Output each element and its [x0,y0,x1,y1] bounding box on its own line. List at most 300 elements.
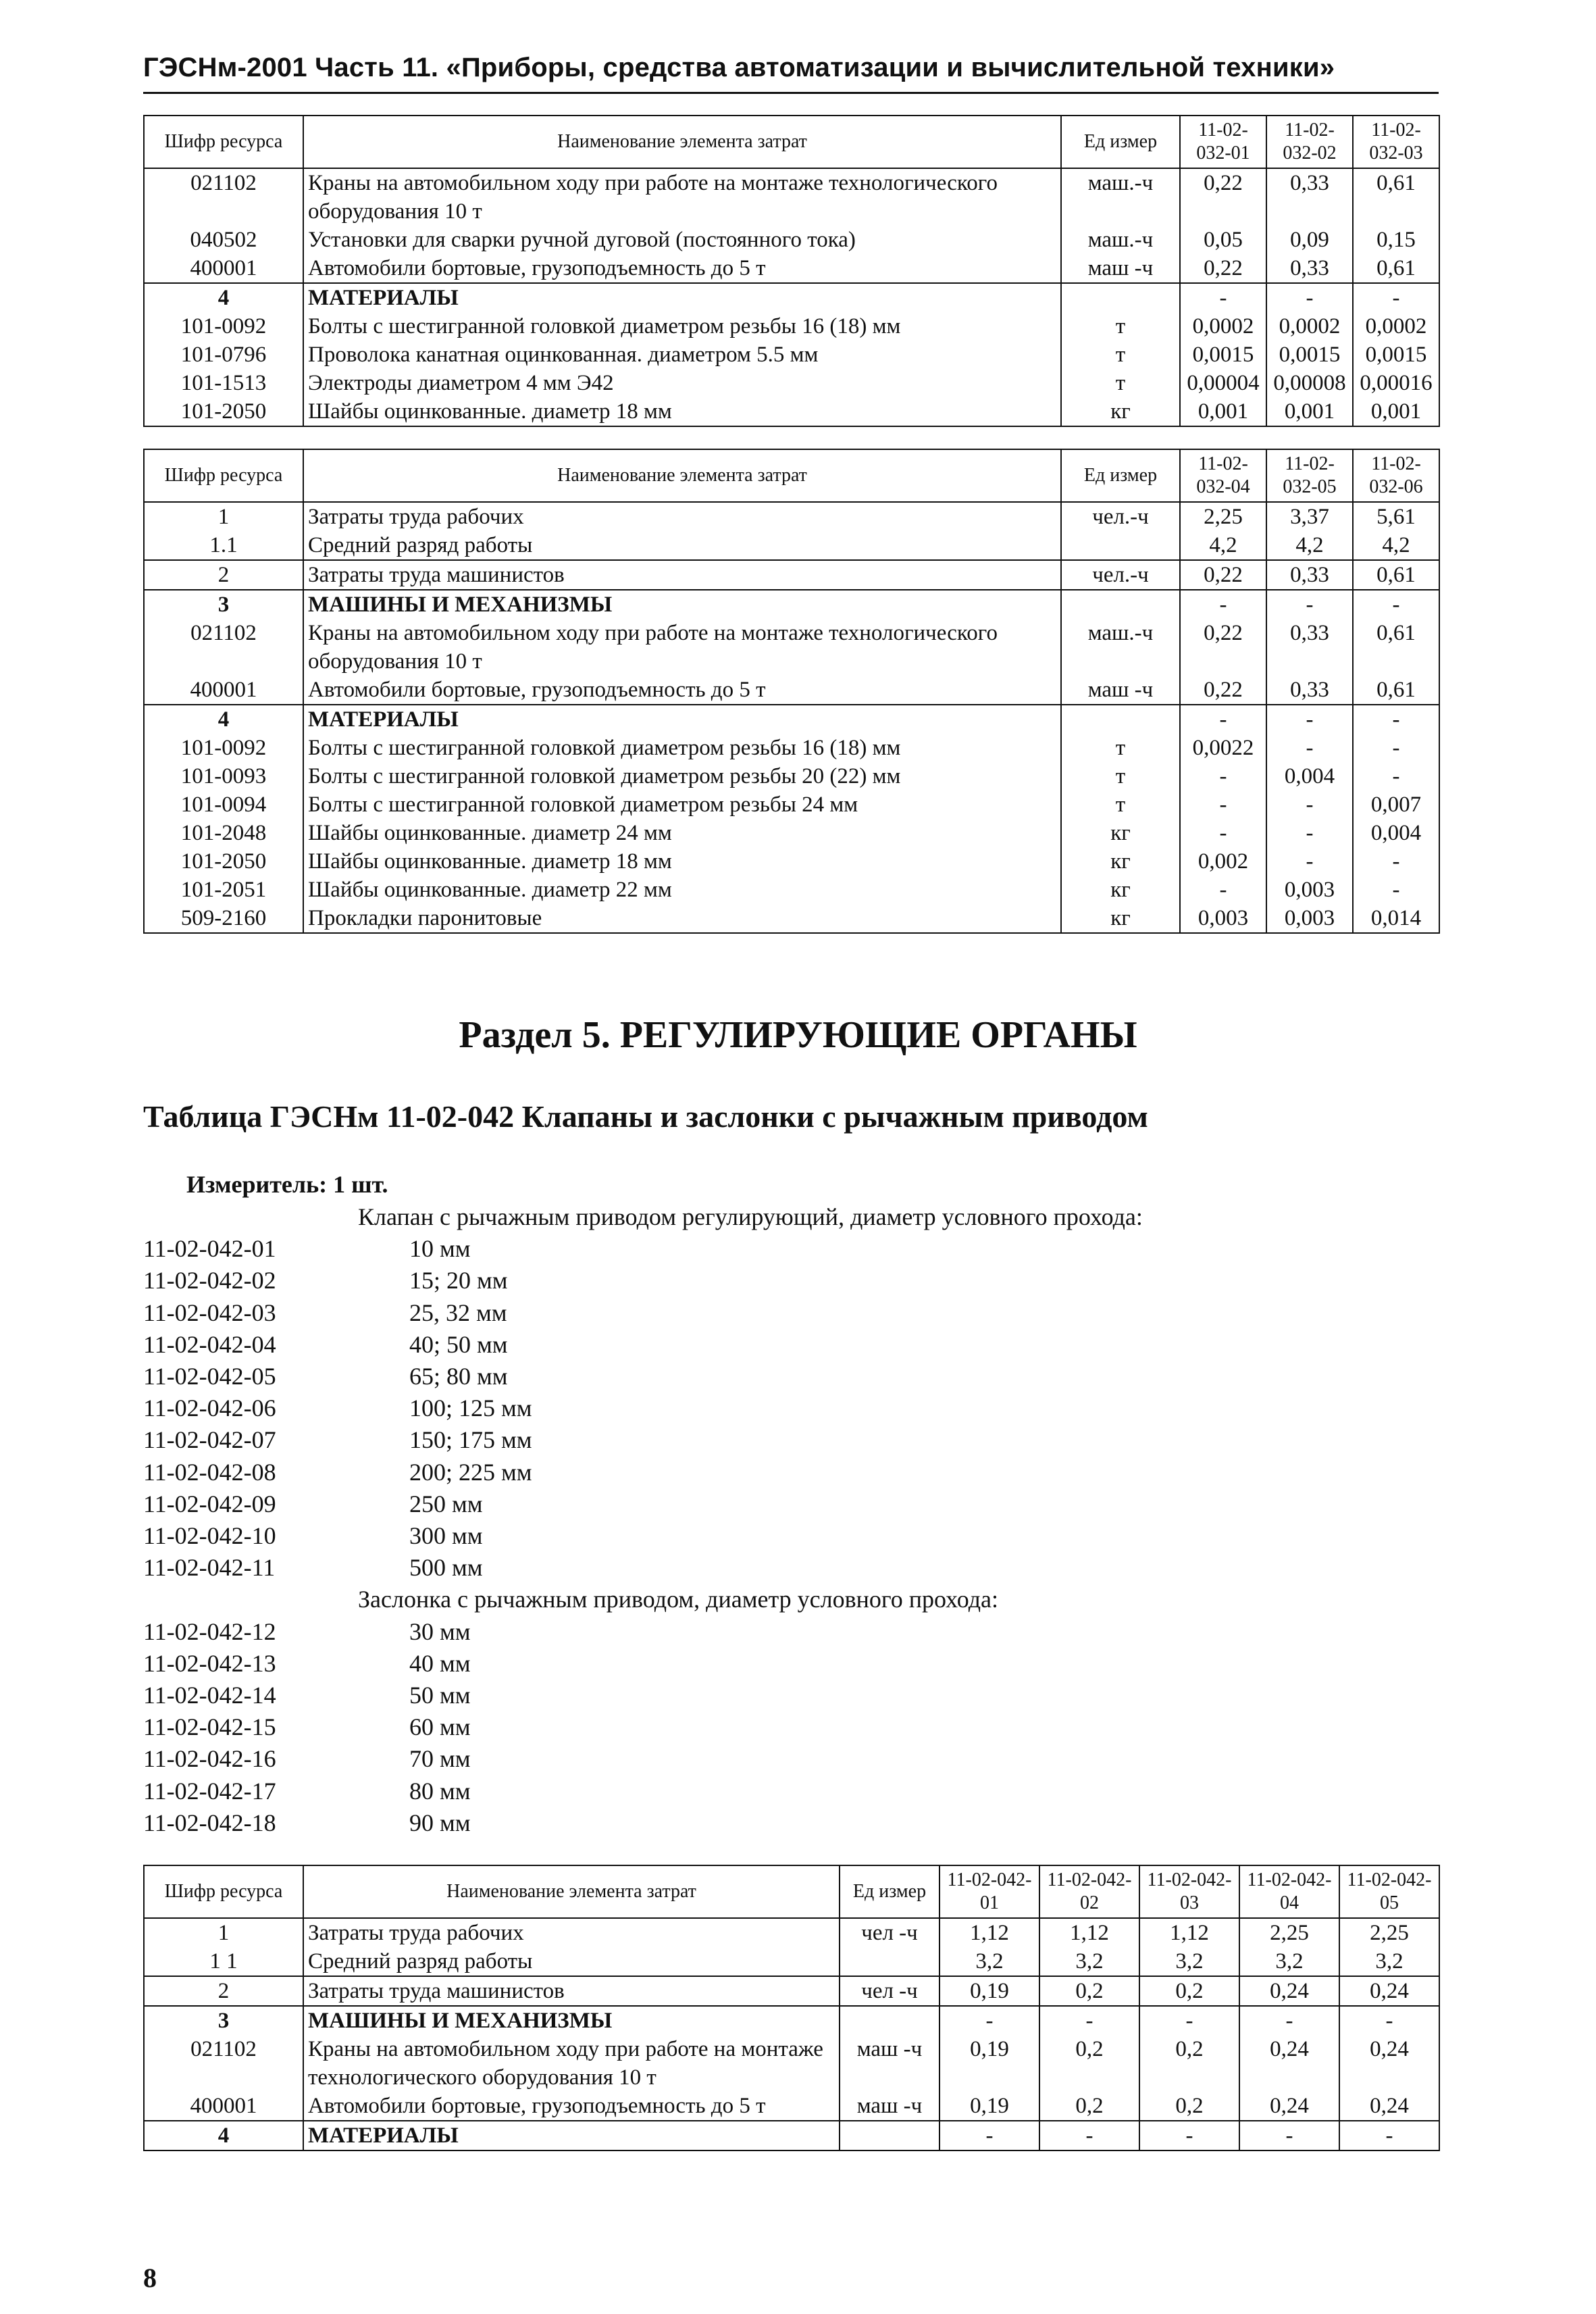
cell-code: 101-2050 [144,397,303,426]
cell-value: 0,19 [939,2092,1039,2121]
cell-value: 4,2 [1180,531,1266,560]
cell-value: - [1139,2006,1239,2035]
table-row [144,560,1439,590]
cell-value: 0,2 [1139,2092,1239,2121]
cell-value: 0,09 [1266,226,1353,254]
table-row [144,1918,1439,1947]
cell-value: 0,00008 [1266,369,1353,397]
cell-value: 4,2 [1266,531,1353,560]
cell-value: 0,0022 [1180,734,1266,762]
table-row [144,283,1439,312]
cell-value: 0,003 [1266,904,1353,933]
table-row [144,619,1439,676]
cell-value: - [1180,819,1266,847]
cell-value: 3,2 [939,1947,1039,1976]
norm-code: 11-02-042-07 [143,1426,276,1454]
cell-value: 0,24 [1339,2092,1439,2121]
cell-unit: маш -ч [840,2092,939,2121]
cell-unit: маш -ч [1061,254,1180,283]
list-item [143,1743,1143,1775]
table-row [144,226,1439,254]
cell-value: 0,24 [1239,2092,1339,2121]
cell-value: 4,2 [1353,531,1439,560]
list-item [143,1424,1143,1456]
norm-code: 11-02-042-02 [143,1267,276,1294]
cell-code: 021102 [144,619,303,676]
cell-value: 0,00004 [1180,369,1266,397]
table-row [144,734,1439,762]
cell-value: 0,61 [1353,619,1439,676]
cell-code: 1 [144,1918,303,1947]
norm-code: 11-02-042-10 [143,1522,276,1550]
resource-table-032-01-03 [143,115,1440,427]
table-row [144,312,1439,341]
cell-code: 040502 [144,226,303,254]
table-row [144,676,1439,705]
cell-value: - [1266,790,1353,819]
list-item [143,1297,1143,1329]
cell-unit: кг [1061,819,1180,847]
table-row [144,590,1439,619]
cell-value: 0,24 [1339,1976,1439,2006]
cell-value: 3,2 [1239,1947,1339,1976]
cell-name: Затраты труда рабочих [303,1918,840,1947]
norm-code: 11-02-042-09 [143,1490,276,1517]
cell-name: Средний разряд работы [303,1947,840,1976]
cell-name: Прокладки паронитовые [303,904,1061,933]
table-row [144,2006,1439,2035]
table-row [144,2121,1439,2150]
table-row [144,2092,1439,2121]
cell-value: 0,33 [1266,676,1353,705]
cell-value: 0,24 [1239,2035,1339,2092]
cell-name: МАШИНЫ И МЕХАНИЗМЫ [303,590,1061,619]
cell-unit: кг [1061,876,1180,904]
cell-name: Краны на автомобильном ходу при работе на монтаже технологического оборудования 10 т [303,2035,840,2092]
cell-value: 3,2 [1339,1947,1439,1976]
cell-value: 0,05 [1180,226,1266,254]
header-name: Наименование элемента затрат [303,449,1061,502]
norm-code: 11-02-042-04 [143,1330,276,1358]
norm-code: 11-02-042-05 [143,1363,276,1390]
cell-name: Шайбы оцинкованные. диаметр 24 мм [303,819,1061,847]
table-row [144,168,1439,226]
norm-code: 11-02-042-11 [143,1554,276,1582]
group-heading-valves: Клапан с рычажным приводом регулирующий, диаметр условного прохода: [358,1203,1143,1230]
cell-code: 3 [144,2006,303,2035]
cell-value: - [1039,2121,1139,2150]
norm-description: 15; 20 мм [409,1267,508,1294]
list-item [143,1361,1143,1392]
cell-name: МАТЕРИАЛЫ [303,2121,840,2150]
norm-description: 250 мм [409,1490,483,1517]
cell-unit: маш.-ч [1061,619,1180,676]
cell-code: 509-2160 [144,904,303,933]
list-item [143,1680,1143,1711]
table-title: Таблица ГЭСНм 11-02-042 Клапаны и заслонки с рычажным приводом [143,1099,1148,1134]
cell-unit [840,2121,939,2150]
norm-list [143,1201,1143,1839]
cell-value: 0,0002 [1353,312,1439,341]
cell-value: 0,61 [1353,560,1439,590]
cell-code: 400001 [144,254,303,283]
cell-value: 0,22 [1180,560,1266,590]
cell-value: - [1266,734,1353,762]
cell-value: 0,0015 [1353,341,1439,369]
cell-unit: т [1061,790,1180,819]
cell-name: Автомобили бортовые, грузоподъемность до 5 т [303,2092,840,2121]
cell-value: - [1239,2006,1339,2035]
cell-value: 0,014 [1353,904,1439,933]
header-col-2: 11-02-042-02 [1039,1865,1139,1918]
cell-value: 0,22 [1180,254,1266,283]
cell-code: 021102 [144,168,303,226]
norm-description: 300 мм [409,1522,483,1550]
header-code: Шифр ресурса [144,449,303,502]
table-row [144,369,1439,397]
table-row [144,876,1439,904]
cell-unit: кг [1061,397,1180,426]
cell-value: 0,003 [1180,904,1266,933]
list-item [143,1711,1143,1743]
meter-line [186,1170,388,1199]
norm-code: 11-02-042-18 [143,1809,276,1836]
cell-unit: кг [1061,847,1180,876]
cell-value: 0,33 [1266,168,1353,226]
table-row [144,904,1439,933]
cell-value: 0,61 [1353,168,1439,226]
list-item [143,1520,1143,1552]
cell-unit [840,2006,939,2035]
cell-value: - [1180,790,1266,819]
header-unit: Ед измер [840,1865,939,1918]
cell-code: 400001 [144,676,303,705]
norm-description: 80 мм [409,1777,471,1805]
norm-description: 90 мм [409,1809,471,1836]
cell-value: 0,001 [1353,397,1439,426]
table-row [144,397,1439,426]
table-row [144,790,1439,819]
cell-value: 0,2 [1139,2035,1239,2092]
cell-value: 2,25 [1339,1918,1439,1947]
norm-description: 50 мм [409,1682,471,1709]
cell-code: 101-0093 [144,762,303,790]
cell-value: - [1239,2121,1339,2150]
cell-value: 3,2 [1139,1947,1239,1976]
cell-value: - [1139,2121,1239,2150]
norm-description: 10 мм [409,1235,471,1263]
cell-value: - [1353,876,1439,904]
header-code: Шифр ресурса [144,1865,303,1918]
table-row [144,847,1439,876]
cell-unit: маш -ч [840,2035,939,2092]
cell-value: 0,24 [1339,2035,1439,2092]
cell-value: 0,0015 [1180,341,1266,369]
resource-table-032-04-06 [143,449,1440,934]
table-row [144,254,1439,283]
cell-code: 2 [144,1976,303,2006]
table-row [144,762,1439,790]
cell-value: - [1339,2121,1439,2150]
cell-value: 0,61 [1353,254,1439,283]
cell-name: Проволока канатная оцинкованная. диаметром 5.5 мм [303,341,1061,369]
cell-code: 4 [144,2121,303,2150]
cell-value: 0,007 [1353,790,1439,819]
cell-value: 0,22 [1180,676,1266,705]
norm-code: 11-02-042-13 [143,1649,276,1677]
header-col-4: 11-02-042-04 [1239,1865,1339,1918]
cell-unit: маш.-ч [1061,168,1180,226]
cell-value: 0,15 [1353,226,1439,254]
table-row [144,2035,1439,2092]
norm-description: 60 мм [409,1713,471,1741]
table-row [144,502,1439,531]
cell-value: - [1353,762,1439,790]
header-name: Наименование элемента затрат [303,116,1061,168]
cell-value: - [1180,590,1266,619]
cell-unit: т [1061,762,1180,790]
cell-value: - [939,2006,1039,2035]
cell-code: 101-2051 [144,876,303,904]
cell-value: 0,001 [1266,397,1353,426]
cell-code: 3 [144,590,303,619]
resource-table-042-01-05 [143,1865,1440,2151]
cell-unit: т [1061,369,1180,397]
header-unit: Ед измер [1061,116,1180,168]
page-number: 8 [143,2263,157,2293]
list-item [143,1488,1143,1520]
norm-code: 11-02-042-14 [143,1682,276,1709]
list-item [143,1329,1143,1361]
cell-name: Затраты труда рабочих [303,502,1061,531]
header-code: Шифр ресурса [144,116,303,168]
cell-value: - [1180,762,1266,790]
header-col-2: 11-02-032-02 [1266,116,1353,168]
cell-name: Болты с шестигранной головкой диаметром резьбы 24 мм [303,790,1061,819]
header-col-2: 11-02-032-05 [1266,449,1353,502]
cell-name: Шайбы оцинкованные. диаметр 18 мм [303,397,1061,426]
cell-value: 1,12 [1139,1918,1239,1947]
header-rule [143,92,1439,94]
cell-code: 2 [144,560,303,590]
table-row [144,819,1439,847]
cell-value: 0,2 [1039,2035,1139,2092]
norm-description: 40; 50 мм [409,1330,508,1358]
cell-code: 101-0092 [144,734,303,762]
norm-code: 11-02-042-06 [143,1394,276,1422]
norm-description: 25, 32 мм [409,1299,507,1326]
meter-value: 1 шт. [333,1171,388,1198]
norm-code: 11-02-042-03 [143,1299,276,1326]
cell-unit: чел -ч [840,1918,939,1947]
cell-value: 0,22 [1180,168,1266,226]
cell-value: - [1339,2006,1439,2035]
cell-value: 0,002 [1180,847,1266,876]
norm-code: 11-02-042-15 [143,1713,276,1741]
cell-value: 3,37 [1266,502,1353,531]
list-item [143,1648,1143,1680]
norm-description: 30 мм [409,1617,471,1645]
table-row [144,531,1439,560]
norm-description: 40 мм [409,1649,471,1677]
group-heading-dampers: Заслонка с рычажным приводом, диаметр условного прохода: [358,1586,998,1613]
header-unit: Ед измер [1061,449,1180,502]
cell-unit [1061,705,1180,734]
section-title: Раздел 5. РЕГУЛИРУЮЩИЕ ОРГАНЫ [459,1014,1137,1056]
cell-value: 3,2 [1039,1947,1139,1976]
norm-description: 100; 125 мм [409,1394,532,1422]
list-item [143,1265,1143,1297]
cell-value: - [1266,283,1353,312]
cell-value: 0,0002 [1180,312,1266,341]
cell-name: Затраты труда машинистов [303,560,1061,590]
norm-code: 11-02-042-16 [143,1745,276,1773]
cell-code: 1 [144,502,303,531]
cell-code: 1.1 [144,531,303,560]
cell-code: 101-1513 [144,369,303,397]
meter-label: Измеритель: [186,1171,328,1198]
norm-description: 70 мм [409,1745,471,1773]
table-row [144,705,1439,734]
cell-name: Шайбы оцинкованные. диаметр 22 мм [303,876,1061,904]
cell-value: - [1039,2006,1139,2035]
table-row [144,341,1439,369]
table-row [144,1947,1439,1976]
cell-value: 2,25 [1180,502,1266,531]
cell-unit: чел -ч [840,1976,939,2006]
cell-name: Краны на автомобильном ходу при работе на монтаже технологического оборудования 10 т [303,619,1061,676]
cell-value: - [1180,283,1266,312]
cell-value: 2,25 [1239,1918,1339,1947]
cell-name: Автомобили бортовые, грузоподъемность до 5 т [303,254,1061,283]
cell-value: - [1353,590,1439,619]
cell-value: 0,004 [1353,819,1439,847]
cell-value: 0,2 [1039,1976,1139,2006]
cell-value: 1,12 [1039,1918,1139,1947]
cell-code: 101-0796 [144,341,303,369]
cell-name: Электроды диаметром 4 мм Э42 [303,369,1061,397]
cell-unit: чел.-ч [1061,502,1180,531]
list-item [143,1616,1143,1648]
cell-code: 101-0094 [144,790,303,819]
cell-unit [1061,283,1180,312]
cell-value: - [1353,734,1439,762]
cell-value: 5,61 [1353,502,1439,531]
cell-value: 1,12 [939,1918,1039,1947]
cell-value: - [1266,819,1353,847]
cell-value: 0,001 [1180,397,1266,426]
list-item [143,1552,1143,1584]
cell-name: Болты с шестигранной головкой диаметром резьбы 20 (22) мм [303,762,1061,790]
cell-name: Затраты труда машинистов [303,1976,840,2006]
header-col-3: 11-02-032-03 [1353,116,1439,168]
list-item [143,1233,1143,1265]
cell-value: 0,2 [1039,2092,1139,2121]
cell-value: 0,00016 [1353,369,1439,397]
cell-unit [1061,590,1180,619]
cell-value: 0,22 [1180,619,1266,676]
cell-value: 0,19 [939,2035,1039,2092]
norm-description: 200; 225 мм [409,1458,532,1486]
norm-description: 65; 80 мм [409,1363,508,1390]
cell-unit: чел.-ч [1061,560,1180,590]
cell-value: - [1353,705,1439,734]
cell-unit: кг [1061,904,1180,933]
cell-value: 0,2 [1139,1976,1239,2006]
cell-unit: маш.-ч [1061,226,1180,254]
cell-value: - [1353,283,1439,312]
cell-name: Болты с шестигранной головкой диаметром резьбы 16 (18) мм [303,734,1061,762]
cell-value: - [1180,705,1266,734]
list-item [143,1457,1143,1488]
cell-name: МАТЕРИАЛЫ [303,283,1061,312]
header-col-1: 11-02-042-01 [939,1865,1039,1918]
cell-code: 021102 [144,2035,303,2092]
norm-description: 500 мм [409,1554,483,1582]
cell-value: 0,33 [1266,560,1353,590]
cell-unit: т [1061,312,1180,341]
cell-value: 0,004 [1266,762,1353,790]
cell-unit: т [1061,734,1180,762]
table-row [144,1976,1439,2006]
norm-code: 11-02-042-17 [143,1777,276,1805]
cell-name: Краны на автомобильном ходу при работе на монтаже технологического оборудования 10 т [303,168,1061,226]
cell-name: Установки для сварки ручной дуговой (постоянного тока) [303,226,1061,254]
cell-code: 4 [144,705,303,734]
cell-name: Автомобили бортовые, грузоподъемность до 5 т [303,676,1061,705]
norm-code: 11-02-042-08 [143,1458,276,1486]
header-col-3: 11-02-042-03 [1139,1865,1239,1918]
norm-code: 11-02-042-01 [143,1235,276,1263]
cell-value: - [1266,847,1353,876]
cell-value: - [1266,590,1353,619]
header-name: Наименование элемента затрат [303,1865,840,1918]
list-item [143,1392,1143,1424]
cell-name: Шайбы оцинкованные. диаметр 18 мм [303,847,1061,876]
cell-unit: т [1061,341,1180,369]
cell-value: - [1353,847,1439,876]
cell-unit: маш -ч [1061,676,1180,705]
cell-value: 0,33 [1266,619,1353,676]
cell-unit [840,1947,939,1976]
list-item [143,1776,1143,1807]
cell-value: 0,0015 [1266,341,1353,369]
header-col-1: 11-02-032-01 [1180,116,1266,168]
cell-code: 4 [144,283,303,312]
cell-name: Средний разряд работы [303,531,1061,560]
cell-value: 0,24 [1239,1976,1339,2006]
cell-code: 400001 [144,2092,303,2121]
cell-value: 0,0002 [1266,312,1353,341]
cell-code: 101-2048 [144,819,303,847]
page-header: ГЭСНм-2001 Часть 11. «Приборы, средства автоматизации и вычислительной техники» [143,53,1335,82]
cell-value: - [1180,876,1266,904]
header-col-5: 11-02-042-05 [1339,1865,1439,1918]
header-col-3: 11-02-032-06 [1353,449,1439,502]
cell-code: 101-0092 [144,312,303,341]
cell-code: 101-2050 [144,847,303,876]
norm-code: 11-02-042-12 [143,1617,276,1645]
cell-value: 0,19 [939,1976,1039,2006]
norm-description: 150; 175 мм [409,1426,532,1454]
list-item [143,1807,1143,1839]
cell-unit [1061,531,1180,560]
cell-value: 0,33 [1266,254,1353,283]
cell-name: Болты с шестигранной головкой диаметром резьбы 16 (18) мм [303,312,1061,341]
cell-value: 0,61 [1353,676,1439,705]
cell-name: МАШИНЫ И МЕХАНИЗМЫ [303,2006,840,2035]
cell-value: 0,003 [1266,876,1353,904]
